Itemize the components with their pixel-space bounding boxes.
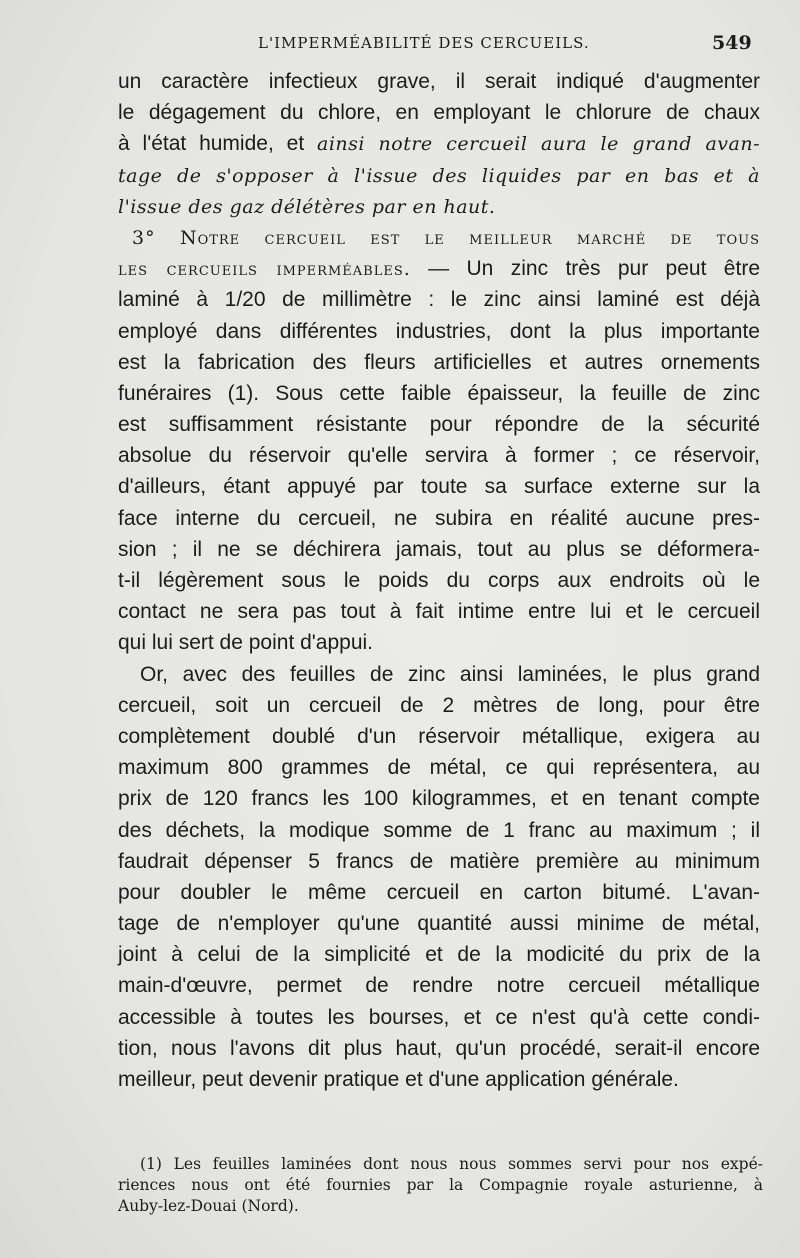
text-line [118,253,760,284]
text-line: faudrait dépenser 5 francs de matière première au minimum [118,849,760,873]
text-line: contact ne sera pas tout à fait intime entre lui et le cercueil [118,600,760,624]
text-line: le dégagement du chlore, en employant le chlorure de chaux [118,101,760,125]
page-header [0,34,800,58]
text-line: qui lui sert de point d'appui. [118,631,374,655]
section-heading: 3° Notre cercueil est le meilleur marché de tous [132,226,760,249]
text-roman: à l'état humide, et [118,132,317,156]
text-line: sion ; il ne se déchirera jamais, tout au plus se déformera- [118,537,760,561]
text-line: maximum 800 grammes de métal, ce qui représentera, au [118,756,760,780]
text-line: face interne du cercueil, ne subira en réalité aucune pres- [118,506,760,530]
text-italic: l'issue des gaz délétères par en haut. [118,195,496,218]
footnote-line: riences nous ont été fournies par la Compagnie royale asturienne, à [118,1176,763,1194]
text-line: tage de n'employer qu'une quantité aussi minime de métal, [118,912,760,936]
text-italic: tage de s'opposer à l'issue des liquides par en bas et à [118,164,760,187]
text-line: cercueil, soit un cercueil de 2 mètres de long, pour être [118,693,760,717]
footnote-line: (1) Les feuilles laminées dont nous nous sommes servi pour nos expé- [140,1155,763,1173]
text-line: meilleur, peut devenir pratique et d'une application générale. [118,1068,679,1091]
text-line: est la fabrication des fleurs artificielles et autres ornements [118,350,760,374]
text-roman: — Un zinc très pur peut être [410,257,760,281]
text-line: prix de 120 francs les 100 kilogrammes, et en tenant compte [118,787,760,811]
section-heading: les cercueils imperméables. [118,258,411,281]
text-line: est suffisamment résistante pour répondre de la sécurité [118,413,760,437]
text-line: accessible à toutes les bourses, et ce n'est qu'à cette condi- [118,1005,760,1029]
text-line [118,160,760,191]
text-italic: ainsi notre cercueil aura le grand avan- [317,133,760,156]
text-line: tion, nous l'avons dit plus haut, qu'un procédé, serait-il encore [118,1036,760,1060]
text-line: t-il légèrement sous le poids du corps aux endroits où le [118,569,760,592]
text-line: des déchets, la modique somme de 1 franc au maximum ; il [118,818,760,842]
running-head: L'IMPERMÉABILITÉ DES CERCUEILS. [258,34,590,52]
text-line: Or, avec des feuilles de zinc ainsi laminées, le plus grand [140,662,760,686]
main-text [118,66,760,1095]
page-number: 549 [712,32,752,54]
text-line: pour doubler le même cercueil en carton bitumé. L'avan- [118,880,760,904]
text-line: d'ailleurs, étant appuyé par toute sa surface externe sur la [118,475,760,499]
section-heading-line [118,222,760,253]
text-line: joint à celui de la simplicité et de la modicité du prix de la [118,943,760,967]
footnote [118,1154,763,1217]
text-line: complètement doublé d'un réservoir métallique, exigera au [118,724,760,748]
text-line [118,191,760,222]
text-line: funéraires (1). Sous cette faible épaisseur, la feuille de zinc [118,381,760,405]
text-line: laminé à 1/20 de millimètre : le zinc ainsi laminé est déjà [118,288,760,312]
footnote-line: Auby-lez-Douai (Nord). [118,1197,299,1215]
text-line [118,128,760,159]
text-line: main-d'œuvre, permet de rendre notre cercueil métallique [118,974,760,998]
text-line: employé dans différentes industries, dont la plus importante [118,319,760,343]
text-line: absolue du réservoir qu'elle servira à former ; ce réservoir, [118,444,760,468]
text-line: un caractère infectieux grave, il serait indiqué d'augmenter [118,70,760,93]
